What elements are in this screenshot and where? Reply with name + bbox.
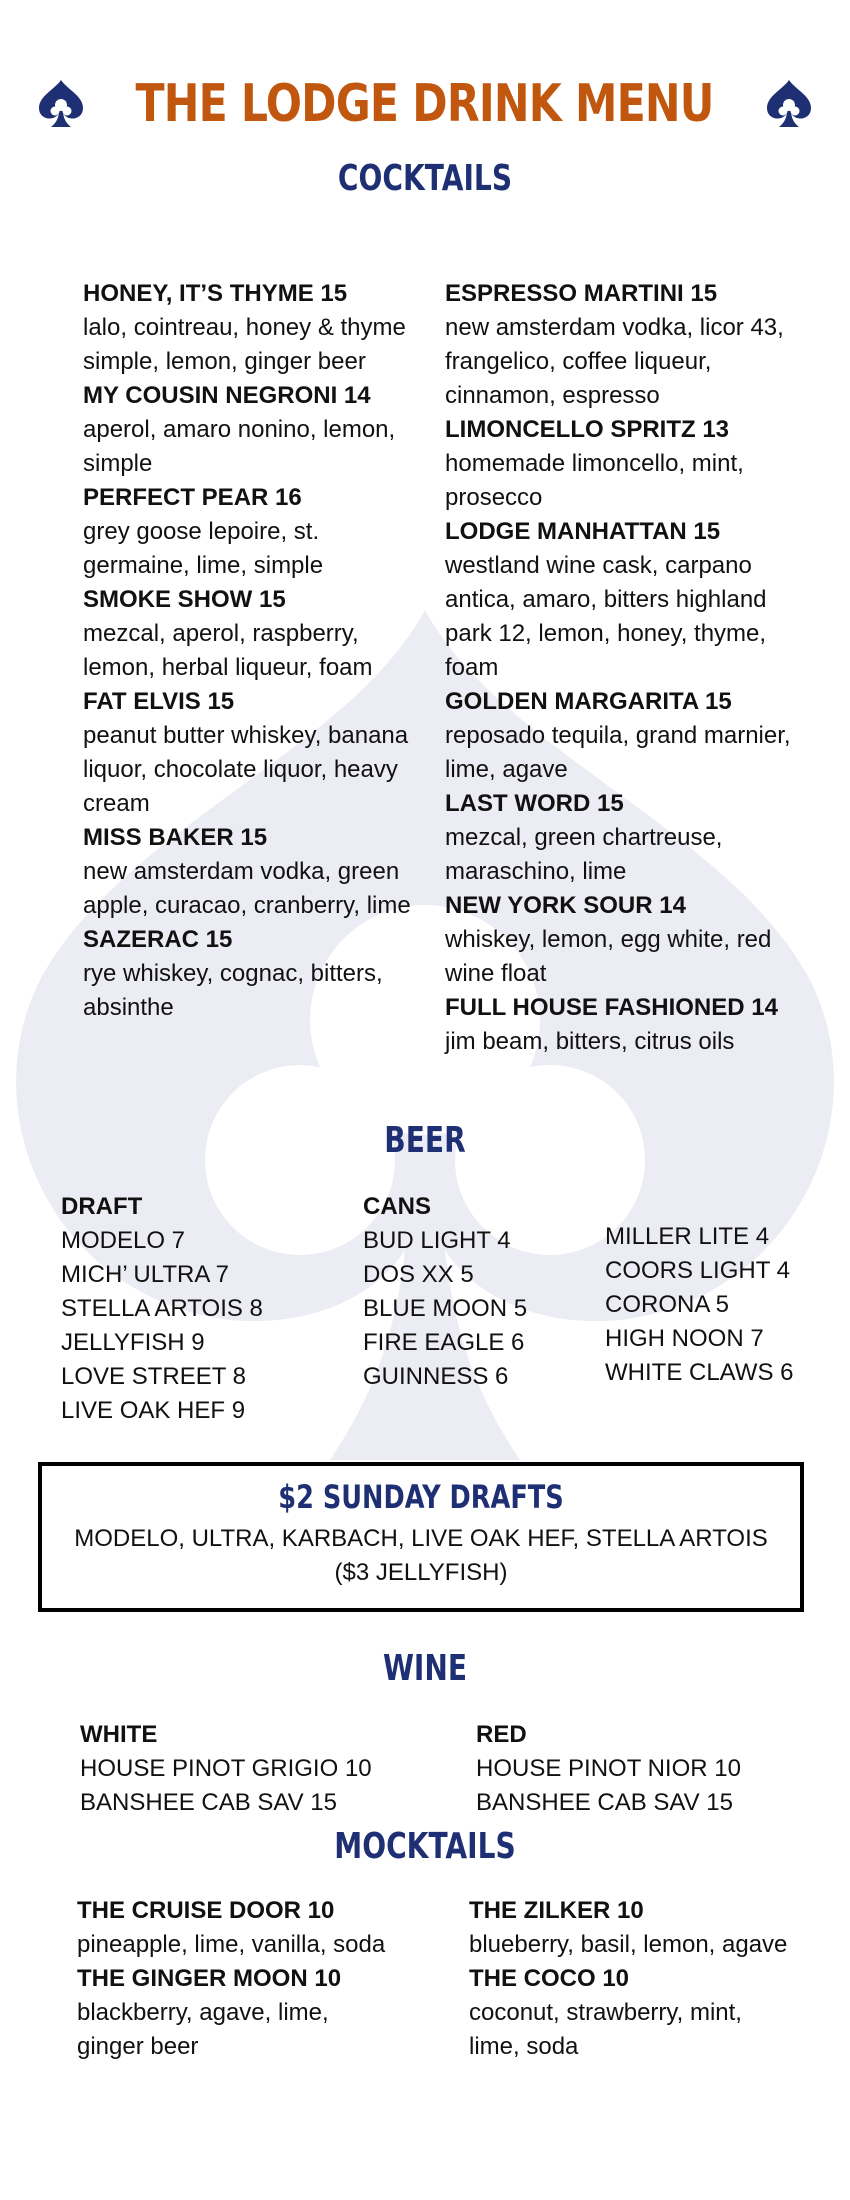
beer-item: COORS LIGHT 4: [605, 1257, 790, 1284]
mocktail-item: [469, 1962, 799, 2064]
cocktail-name: LIMONCELLO SPRITZ 13: [445, 416, 730, 443]
wine-white-column: [80, 1718, 410, 1820]
beer-item: BLUE MOON 5: [363, 1295, 528, 1322]
cocktail-name: SMOKE SHOW 15: [83, 586, 286, 613]
cocktails-right-column: [445, 277, 800, 1059]
beer-heading: BEER: [384, 1120, 466, 1161]
cocktail-ingredients: homemade limoncello, mint, prosecco: [445, 450, 744, 511]
draft-label: DRAFT: [61, 1193, 143, 1220]
cocktail-name: SAZERAC 15: [83, 926, 233, 953]
cocktail-item: [445, 515, 800, 685]
cocktail-item: [445, 685, 800, 787]
beer-item: STELLA ARTOIS 8: [61, 1295, 263, 1322]
menu-header: [0, 64, 850, 144]
sunday-drafts-text: MODELO, ULTRA, KARBACH, LIVE OAK HEF, STELLA ARTOIS ($3 JELLYFISH): [74, 1525, 768, 1586]
white-label: WHITE: [80, 1721, 158, 1748]
cocktail-ingredients: jim beam, bitters, citrus oils: [445, 1028, 735, 1055]
beer-item: MICH’ ULTRA 7: [61, 1261, 230, 1288]
cocktail-item: [83, 481, 413, 583]
cocktails-heading: COCKTAILS: [337, 158, 513, 199]
cocktail-item: [445, 889, 800, 991]
sunday-drafts-title: $2 SUNDAY DRAFTS: [278, 1478, 564, 1516]
cocktail-item: [83, 583, 413, 685]
cocktail-ingredients: rye whiskey, cognac, bitters, absinthe: [83, 960, 383, 1021]
mocktail-item: [77, 1894, 397, 1962]
cocktail-ingredients: new amsterdam vodka, licor 43, frangelico, coffee liqueur, cinnamon, espresso: [445, 314, 784, 409]
cans-label: CANS: [363, 1193, 432, 1220]
cocktail-name: FULL HOUSE FASHIONED 14: [445, 994, 778, 1021]
cocktail-name: LODGE MANHATTAN 15: [445, 518, 721, 545]
mocktail-item: [77, 1962, 397, 2064]
mocktail-ingredients: blueberry, basil, lemon, agave: [469, 1931, 788, 1958]
beer-item: DOS XX 5: [363, 1261, 474, 1288]
beer-item: MILLER LITE 4: [605, 1223, 770, 1250]
cocktail-item: [445, 277, 800, 413]
beer-item: LIVE OAK HEF 9: [61, 1397, 246, 1424]
spade-icon: [36, 78, 86, 130]
cocktail-name: ESPRESSO MARTINI 15: [445, 280, 718, 307]
mocktails-right-column: [469, 1894, 799, 2064]
cocktail-ingredients: grey goose lepoire, st. germaine, lime, simple: [83, 518, 324, 579]
cocktail-name: MY COUSIN NEGRONI 14: [83, 382, 371, 409]
cocktail-ingredients: mezcal, aperol, raspberry, lemon, herbal liqueur, foam: [83, 620, 373, 681]
cocktail-ingredients: whiskey, lemon, egg white, red wine float: [445, 926, 772, 987]
beer-item: JELLYFISH 9: [61, 1329, 205, 1356]
beer-cans-column: [363, 1190, 583, 1394]
beer-item: BUD LIGHT 4: [363, 1227, 511, 1254]
mocktail-name: THE COCO 10: [469, 1965, 630, 1992]
cocktail-ingredients: westland wine cask, carpano antica, amaro, bitters highland park 12, lemon, honey, thyme, foam: [445, 552, 767, 681]
mocktail-ingredients: blackberry, agave, lime, ginger beer: [77, 1999, 329, 2060]
beer-draft-column: [61, 1190, 341, 1428]
beer-item: WHITE CLAWS 6: [605, 1359, 794, 1386]
wine-heading: WINE: [382, 1648, 468, 1689]
cocktail-name: PERFECT PEAR 16: [83, 484, 302, 511]
cocktail-name: HONEY, IT’S THYME 15: [83, 280, 348, 307]
beer-item: CORONA 5: [605, 1291, 730, 1318]
beer-item: FIRE EAGLE 6: [363, 1329, 525, 1356]
mocktails-left-column: [77, 1894, 397, 2064]
beer-item: MODELO 7: [61, 1227, 186, 1254]
cocktail-item: [445, 991, 800, 1059]
beer-item: GUINNESS 6: [363, 1363, 509, 1390]
cocktail-name: NEW YORK SOUR 14: [445, 892, 686, 919]
cocktail-item: [445, 787, 800, 889]
beer-item: LOVE STREET 8: [61, 1363, 246, 1390]
cocktail-ingredients: new amsterdam vodka, green apple, curacao, cranberry, lime: [83, 858, 411, 919]
mocktail-name: THE ZILKER 10: [469, 1897, 644, 1924]
cocktail-item: [445, 413, 800, 515]
cocktail-name: MISS BAKER 15: [83, 824, 268, 851]
wine-item: HOUSE PINOT GRIGIO 10: [80, 1755, 372, 1782]
cocktail-item: [83, 685, 413, 821]
cocktail-name: LAST WORD 15: [445, 790, 624, 817]
cocktail-ingredients: reposado tequila, grand marnier, lime, agave: [445, 722, 791, 783]
cocktail-item: [83, 821, 413, 923]
cocktail-ingredients: lalo, cointreau, honey & thyme simple, lemon, ginger beer: [83, 314, 406, 375]
cocktails-left-column: [83, 277, 413, 1025]
mocktail-ingredients: coconut, strawberry, mint, lime, soda: [469, 1999, 742, 2060]
sunday-drafts-box: [38, 1462, 804, 1612]
wine-item: BANSHEE CAB SAV 15: [476, 1789, 733, 1816]
cocktail-ingredients: mezcal, green chartreuse, maraschino, lime: [445, 824, 723, 885]
cocktail-item: [83, 379, 413, 481]
spade-icon: [764, 78, 814, 130]
cocktail-name: GOLDEN MARGARITA 15: [445, 688, 732, 715]
beer-item: HIGH NOON 7: [605, 1325, 764, 1352]
wine-item: HOUSE PINOT NIOR 10: [476, 1755, 741, 1782]
cocktail-item: [83, 277, 413, 379]
cocktail-ingredients: aperol, amaro nonino, lemon, simple: [83, 416, 396, 477]
menu-title: THE LODGE DRINK MENU: [135, 74, 715, 134]
mocktail-name: THE CRUISE DOOR 10: [77, 1897, 335, 1924]
cocktail-name: FAT ELVIS 15: [83, 688, 235, 715]
cocktail-item: [83, 923, 413, 1025]
mocktail-item: [469, 1894, 799, 1962]
mocktail-ingredients: pineapple, lime, vanilla, soda: [77, 1931, 386, 1958]
wine-red-column: [476, 1718, 806, 1820]
red-label: RED: [476, 1721, 527, 1748]
wine-item: BANSHEE CAB SAV 15: [80, 1789, 337, 1816]
beer-cans-column-2: [605, 1220, 825, 1390]
mocktail-name: THE GINGER MOON 10: [77, 1965, 342, 1992]
mocktails-heading: MOCKTAILS: [334, 1826, 516, 1867]
cocktail-ingredients: peanut butter whiskey, banana liquor, chocolate liquor, heavy cream: [83, 722, 409, 817]
